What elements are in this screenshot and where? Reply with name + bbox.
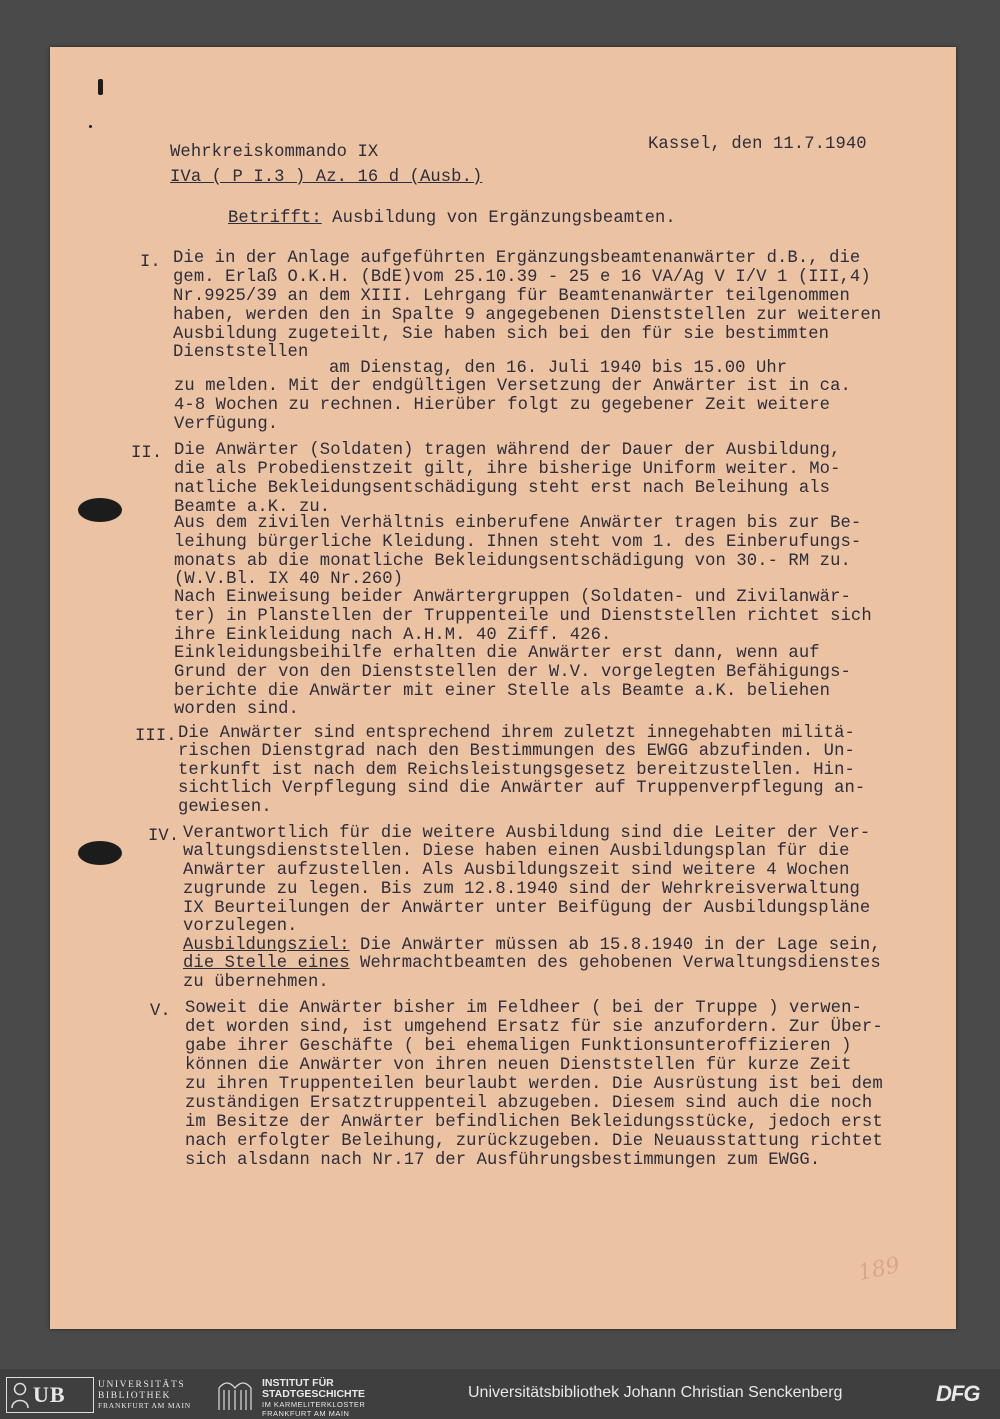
text-line: gewiesen.: [178, 798, 272, 817]
text-line: leihung bürgerliche Kleidung. Ihnen steht vom 1. des Einberufungs-: [174, 533, 862, 552]
text-line: worden sind.: [174, 700, 299, 719]
text-line: Beamte a.K. zu.: [174, 498, 331, 517]
institute-name[interactable]: [262, 1378, 365, 1418]
text-line: ihre Einkleidung nach A.H.M. 40 Ziff. 426.: [174, 626, 612, 645]
text-line: rischen Dienstgrad nach den Bestimmungen des EWGG abzufinden. Un-: [178, 742, 855, 761]
text-line: Nr.9925/39 an dem XIII. Lehrgang für Beamtenanwärter teilgenommen: [173, 287, 850, 306]
text-line: Die Anwärter (Soldaten) tragen während der Dauer der Ausbildung,: [174, 441, 841, 460]
text-line: Dienststellen: [173, 343, 309, 362]
goal-line: zu übernehmen.: [183, 973, 329, 992]
text-line: waltungsdienststellen. Diese haben einen Ausbildungsplan für die: [183, 842, 850, 861]
text-line: Verfügung.: [174, 415, 279, 434]
page-number: 189: [855, 1252, 903, 1287]
section-numeral: IV.: [148, 827, 180, 846]
text-line: im Besitze der Anwärter befindlichen Bekleidungsstücke, jedoch erst: [185, 1113, 883, 1132]
uni-line: FRANKFURT AM MAIN: [98, 1401, 192, 1410]
place-date: Kassel, den 11.7.1940: [648, 135, 867, 154]
text-line: Soweit die Anwärter bisher im Feldheer ( bei der Truppe ) verwen-: [185, 999, 862, 1018]
ink-dot: [89, 125, 92, 128]
appointment-line: am Dienstag, den 16. Juli 1940 bis 15.00 Uhr: [329, 359, 788, 378]
section-numeral: III.: [135, 727, 177, 746]
isg-line: STADTGESCHICHTE: [262, 1388, 366, 1400]
document-page: [50, 47, 956, 1329]
goal-text: Wehrmachtbeamten des gehobenen Verwaltungsdienstes: [349, 954, 881, 973]
text-line: können die Anwärter von ihren neuen Dienststellen für kurze Zeit: [185, 1056, 852, 1075]
subject-text: Ausbildung von Ergänzungsbeamten.: [321, 209, 676, 228]
ink-mark: [98, 79, 103, 95]
file-reference: IVa ( P I.3 ) Az. 16 d (Ausb.): [170, 168, 483, 187]
goal-line: [183, 936, 881, 955]
text-line: monats ab die monatliche Bekleidungsentschädigung von 30.- RM zu.: [174, 552, 851, 571]
text-line: zugrunde zu legen. Bis zum 12.8.1940 sind der Wehrkreisverwaltung: [183, 880, 860, 899]
text-line: Nach Einweisung beider Anwärtergruppen (Soldaten- und Zivilanwär-: [174, 588, 851, 607]
bust-icon: [7, 1380, 33, 1410]
text-line: die als Probedienstzeit gilt, ihre bisherige Uniform weiter. Mo-: [174, 460, 841, 479]
text-line: sichtlich Verpflegung sind die Anwärter auf Truppenverpflegung an-: [178, 779, 866, 798]
text-line: berichte die Anwärter mit einer Stelle als Beamte a.K. beliehen: [174, 682, 831, 701]
text-line: Ausbildung zugeteilt, Sie haben sich bei den für sie bestimmten: [173, 325, 830, 344]
isg-line: IM KARMELITERKLOSTER: [262, 1400, 366, 1409]
text-line: IX Beurteilungen der Anwärter unter Beifügung der Ausbildungspläne: [183, 899, 871, 918]
text-line: 4-8 Wochen zu rechnen. Hierüber folgt zu gegebener Zeit weitere: [174, 396, 831, 415]
subject-line: [228, 209, 676, 228]
text-line: sich alsdann nach Nr.17 der Ausführungsbestimmungen zum EWGG.: [185, 1151, 821, 1170]
building-icon[interactable]: [215, 1376, 255, 1412]
punch-hole-bottom: [78, 841, 122, 865]
library-credit: Universitätsbibliothek Johann Christian Senckenberg: [468, 1384, 843, 1401]
goal-text: Die Anwärter müssen ab 15.8.1940 in der Lage sein,: [349, 936, 881, 955]
text-line: zu melden. Mit der endgültigen Versetzung der Anwärter ist in ca.: [174, 377, 851, 396]
text-line: (W.V.Bl. IX 40 Nr.260): [174, 570, 404, 589]
text-line: Verantwortlich für die weitere Ausbildung sind die Leiter der Ver-: [183, 824, 871, 843]
text-line: gem. Erlaß O.K.H. (BdE)vom 25.10.39 - 25 e 16 VA/Ag V I/V 1 (III,4): [173, 268, 871, 287]
ub-logo[interactable]: [6, 1377, 94, 1413]
university-library-name: [98, 1380, 191, 1412]
section-numeral: I.: [140, 253, 161, 272]
text-line: haben, werden den in Spalte 9 angegebenen Dienststellen zur weiteren: [173, 306, 882, 325]
text-line: vorzulegen.: [183, 917, 298, 936]
section-numeral: V.: [150, 1002, 171, 1021]
ub-logo-text: UB: [33, 1382, 66, 1407]
text-line: terkunft ist nach dem Reichsleistungsgesetz bereitzustellen. Hin-: [178, 761, 855, 780]
text-line: zu ihren Truppenteilen beurlaubt werden. Die Ausrüstung ist bei dem: [185, 1075, 883, 1094]
text-line: Aus dem zivilen Verhältnis einberufene Anwärter tragen bis zur Be-: [174, 514, 862, 533]
text-line: nach erfolgter Beleihung, zurückzugeben. Die Neuausstattung richtet: [185, 1132, 883, 1151]
goal-line: [183, 954, 881, 973]
text-line: Anwärter aufzustellen. Als Ausbildungszeit sind weitere 4 Wochen: [183, 861, 850, 880]
isg-line: INSTITUT FÜR: [262, 1377, 334, 1389]
isg-line: FRANKFURT AM MAIN: [262, 1409, 350, 1418]
subject-label: Betrifft:: [228, 209, 322, 228]
goal-underlined-text: die Stelle eines: [183, 954, 350, 973]
uni-line: BIBLIOTHEK: [98, 1390, 171, 1401]
text-line: natliche Bekleidungsentschädigung steht erst nach Beleihung als: [174, 479, 831, 498]
sender-office: Wehrkreiskommando IX: [170, 143, 379, 162]
text-line: det worden sind, ist umgehend Ersatz für sie anzufordern. Zur Über-: [185, 1018, 883, 1037]
dfg-logo[interactable]: DFG: [936, 1381, 980, 1406]
text-line: ter) in Planstellen der Truppenteile und Dienststellen richtet sich: [174, 607, 872, 626]
text-line: gabe ihrer Geschäfte ( bei ehemaligen Funktionsunteroffizieren ): [185, 1037, 852, 1056]
goal-label: Ausbildungsziel:: [183, 936, 350, 955]
section-numeral: II.: [131, 444, 163, 463]
punch-hole-top: [78, 498, 122, 522]
text-line: Einkleidungsbeihilfe erhalten die Anwärter erst dann, wenn auf: [174, 644, 820, 663]
text-line: Grund der von den Dienststellen der W.V. vorgelegten Befähigungs-: [174, 663, 851, 682]
text-line: Die in der Anlage aufgeführten Ergänzungsbeamtenanwärter d.B., die: [173, 249, 861, 268]
footer-bar: [0, 1369, 1000, 1419]
text-line: zuständigen Ersatztruppenteil abzugeben. Diesem sind auch die noch: [185, 1094, 873, 1113]
text-line: Die Anwärter sind entsprechend ihrem zuletzt innegehabten militä-: [178, 724, 855, 743]
uni-line: UNIVERSITÄTS: [98, 1380, 186, 1390]
